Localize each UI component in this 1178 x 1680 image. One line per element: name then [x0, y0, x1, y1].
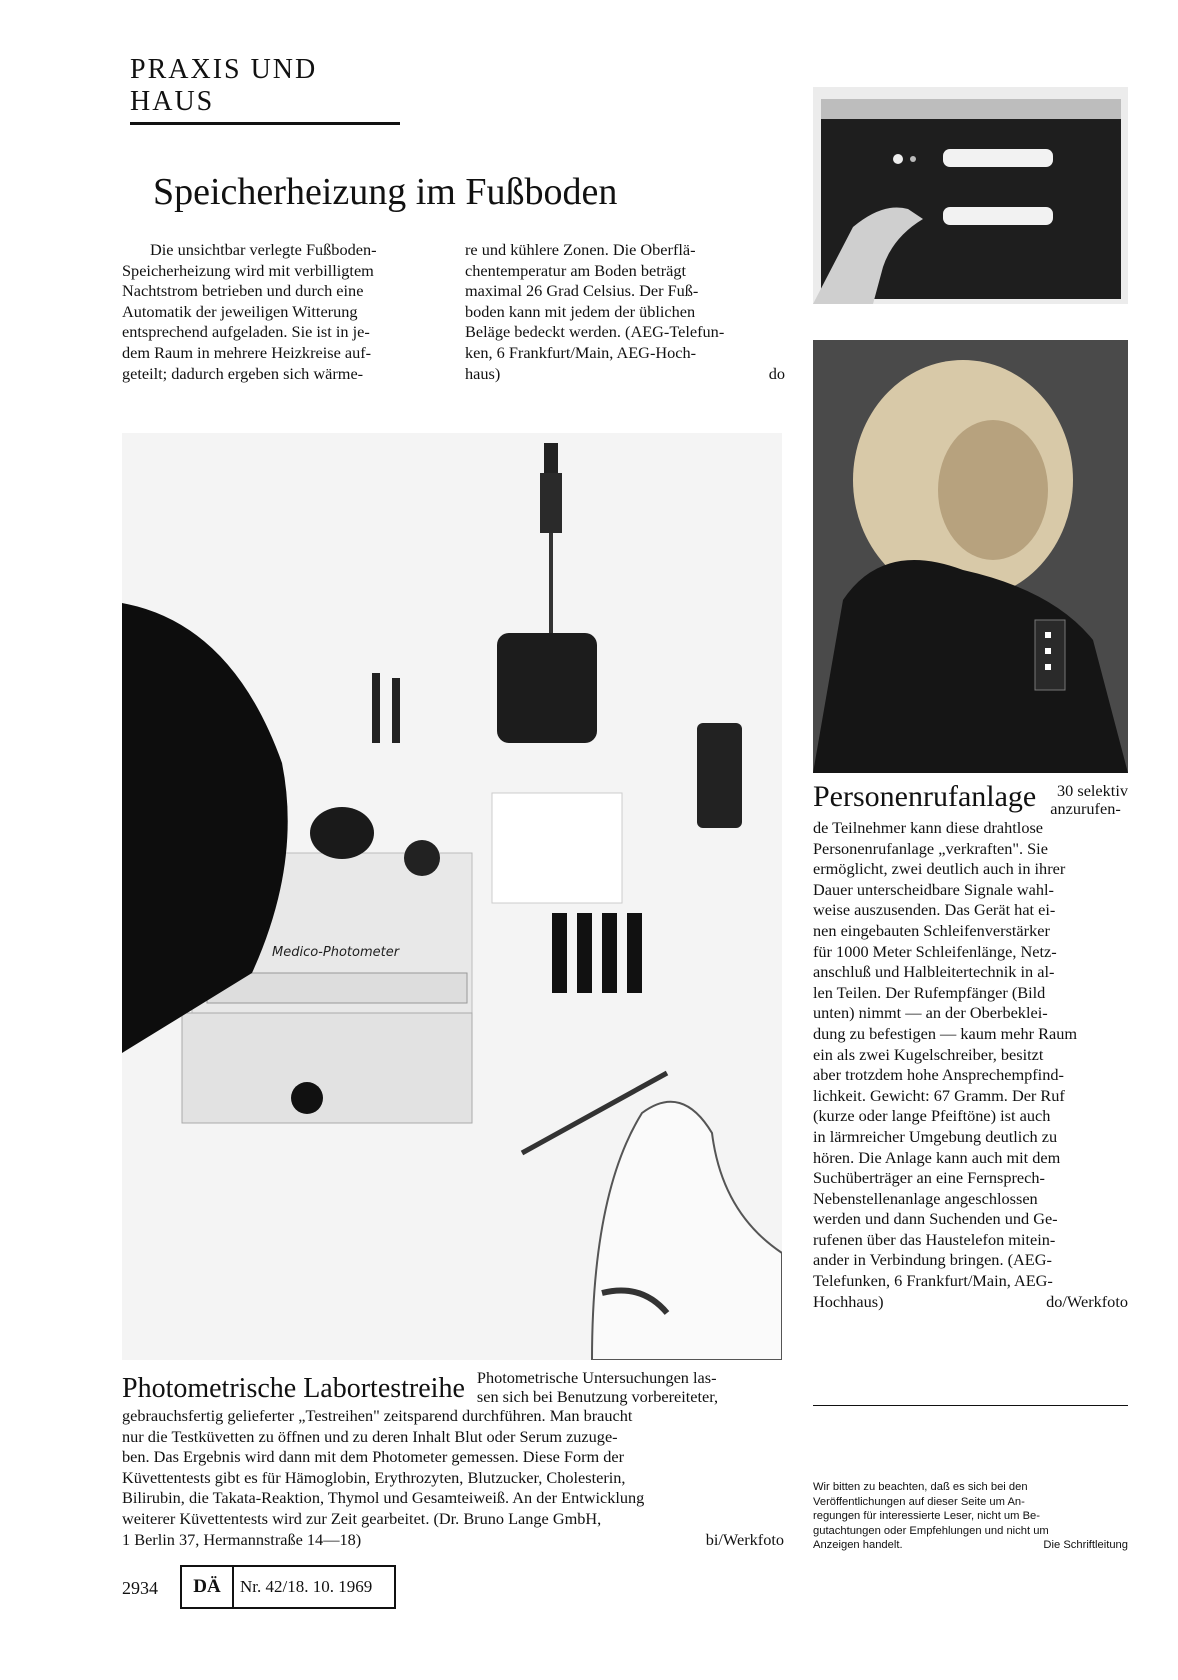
text-line: nen eingebauten Schleifenverstärker [813, 920, 1050, 940]
photo-pager-device [813, 87, 1128, 304]
text-line: rufenen über das Haustelefon mitein- [813, 1229, 1056, 1249]
text-line: Dauer unterscheidbare Signale wahl- [813, 879, 1054, 899]
article2-heading-row [813, 780, 1128, 818]
text-line: gutachtungen oder Empfehlungen und nicht um [813, 1524, 1049, 1537]
issue-info: Nr. 42/18. 10. 1969 [240, 1577, 373, 1596]
article1-column-1 [122, 240, 442, 384]
text-line: anschluß und Halbleitertechnik in al- [813, 962, 1055, 982]
article2-personenrufanlage [813, 780, 1128, 1312]
text-line: gebrauchsfertig gelieferter „Testreihen" zeitsparend durchführen. Man braucht [122, 1406, 633, 1425]
article1-column-2 [465, 240, 785, 384]
article3-signature-line [122, 1530, 784, 1551]
article-title-paging-system: Personenrufanlage [813, 780, 1037, 813]
text-line: unten) nimmt — an der Oberbeklei- [813, 1003, 1048, 1023]
author-credit: bi/Werkfoto [705, 1529, 784, 1549]
page-number: 2934 [122, 1578, 158, 1598]
text-line: Die unsichtbar verlegte Fußboden- [150, 240, 377, 259]
text-line: re und kühlere Zonen. Die Oberflä- [465, 240, 696, 259]
text-line: sen sich bei Benutzung vorbereiteter, [476, 1387, 719, 1406]
photo-pager-device-drawing [813, 87, 1128, 304]
text-line: Anzeigen handelt. [813, 1539, 903, 1552]
article2-body [813, 818, 1128, 1312]
text-line: aber trotzdem hohe Ansprechempfind- [813, 1065, 1064, 1085]
divider [813, 1405, 1128, 1406]
article2-intro [1050, 780, 1128, 818]
text-line: Nachtstrom betrieben und durch eine [122, 281, 364, 301]
text-line: nur die Testküvetten zu öffnen und zu deren Inhalt Blut oder Serum zuzuge- [122, 1426, 618, 1446]
text-line: 1 Berlin 37, Hermannstraße 14—18) [122, 1529, 362, 1549]
text-line: Beläge bedeckt werden. (AEG-Telefun- [465, 322, 725, 342]
article3-labortestreihe [122, 1368, 784, 1550]
text-line: chentemperatur am Boden beträgt [465, 260, 687, 280]
journal-logo: DÄ [182, 1567, 234, 1607]
section-header: PRAXIS UND HAUS [130, 54, 400, 125]
text-line: maximal 26 Grad Celsius. Der Fuß- [465, 281, 699, 301]
text-line: ermöglicht, zwei deutlich auch in ihrer [813, 859, 1066, 879]
text-line: de Teilnehmer kann diese drahtlose [813, 818, 1044, 837]
text-line: ken, 6 Frankfurt/Main, AEG-Hoch- [465, 342, 697, 362]
article1-signature-line [465, 364, 785, 385]
article3-body [122, 1406, 784, 1550]
text-line: weiterer Küvettentests wird zur Zeit gearbeitet. (Dr. Bruno Lange GmbH, [122, 1508, 602, 1528]
photo-woman-with-pager [813, 340, 1128, 773]
text-line: dem Raum in mehrere Heizkreise auf- [122, 342, 372, 362]
text-line: Bilirubin, die Takata-Reaktion, Thymol und Gesamteiweiß. An der Entwicklung [122, 1488, 645, 1508]
text-line: ander in Verbindung bringen. (AEG- [813, 1250, 1052, 1270]
photo-photometer-drawing [122, 433, 782, 1360]
text-line: Telefunken, 6 Frankfurt/Main, AEG- [813, 1271, 1053, 1291]
author-credit: do [768, 363, 785, 383]
journal-footer-box [180, 1565, 396, 1609]
article-title-floor-heating: Speicherheizung im Fußboden [153, 171, 618, 213]
text-line: geteilt; dadurch ergeben sich wärme- [122, 363, 364, 383]
text-line: Automatik der jeweiligen Witterung [122, 301, 358, 321]
article3-intro [477, 1368, 784, 1406]
author-credit: do/Werkfoto [1046, 1291, 1128, 1311]
text-line: (kurze oder lange Pfeiftöne) ist auch [813, 1106, 1051, 1126]
text-line: regungen für interessierte Leser, nicht um Be- [813, 1510, 1040, 1523]
text-line: Photometrische Untersuchungen las- [476, 1368, 717, 1387]
text-line: haus) [465, 363, 501, 383]
text-line: len Teilen. Der Rufempfänger (Bild [813, 982, 1046, 1002]
text-line: dung zu befestigen — kaum mehr Raum [813, 1023, 1078, 1043]
text-line: ein als zwei Kugelschreiber, besitzt [813, 1044, 1044, 1064]
text-line: Küvettentests gibt es für Hämoglobin, Erythrozyten, Blutzucker, Cholesterin, [122, 1467, 626, 1487]
text-line: anzurufen- [1050, 799, 1121, 818]
article3-heading-row [122, 1368, 784, 1406]
text-line: ben. Das Ergebnis wird dann mit dem Photometer gemessen. Diese Form der [122, 1447, 625, 1467]
photo-woman-drawing [813, 340, 1128, 773]
text-line: Hochhaus) [813, 1291, 884, 1311]
text-line: 30 selektiv [1057, 781, 1128, 800]
note-signature-line [813, 1538, 1128, 1553]
article2-signature-line [813, 1292, 1128, 1313]
text-line: Wir bitten zu beachten, daß es sich bei den [813, 1481, 1028, 1493]
text-line: Nebenstellenanlage angeschlossen [813, 1188, 1038, 1208]
article-title-photometric-test: Photometrische Labortestreihe [122, 1373, 465, 1404]
text-line: boden kann mit jedem der üblichen [465, 301, 696, 321]
photometer-label: Medico-Photometer [272, 945, 400, 960]
text-line: lichkeit. Gewicht: 67 Gramm. Der Ruf [813, 1085, 1065, 1105]
text-line: weise auszusenden. Das Gerät hat ei- [813, 900, 1056, 920]
text-line: hören. Die Anlage kann auch mit dem [813, 1147, 1061, 1167]
note-signature: Die Schriftleitung [1043, 1539, 1128, 1552]
text-line: Personenrufanlage „verkraften". Sie [813, 838, 1048, 858]
text-line: Veröffentlichungen auf dieser Seite um An- [813, 1495, 1025, 1508]
text-line: werden und dann Suchenden und Ge- [813, 1209, 1058, 1229]
text-line: für 1000 Meter Schleifenlänge, Netz- [813, 941, 1057, 961]
text-line: Speicherheizung wird mit verbilligtem [122, 260, 374, 280]
text-line: Suchüberträger an eine Fernsprech- [813, 1168, 1045, 1188]
text-line: entsprechend aufgeladen. Sie ist in je- [122, 322, 370, 342]
text-line: in lärmreicher Umgebung deutlich zu [813, 1126, 1058, 1146]
editorial-note [813, 1480, 1128, 1553]
photo-photometer-lab [122, 433, 782, 1360]
